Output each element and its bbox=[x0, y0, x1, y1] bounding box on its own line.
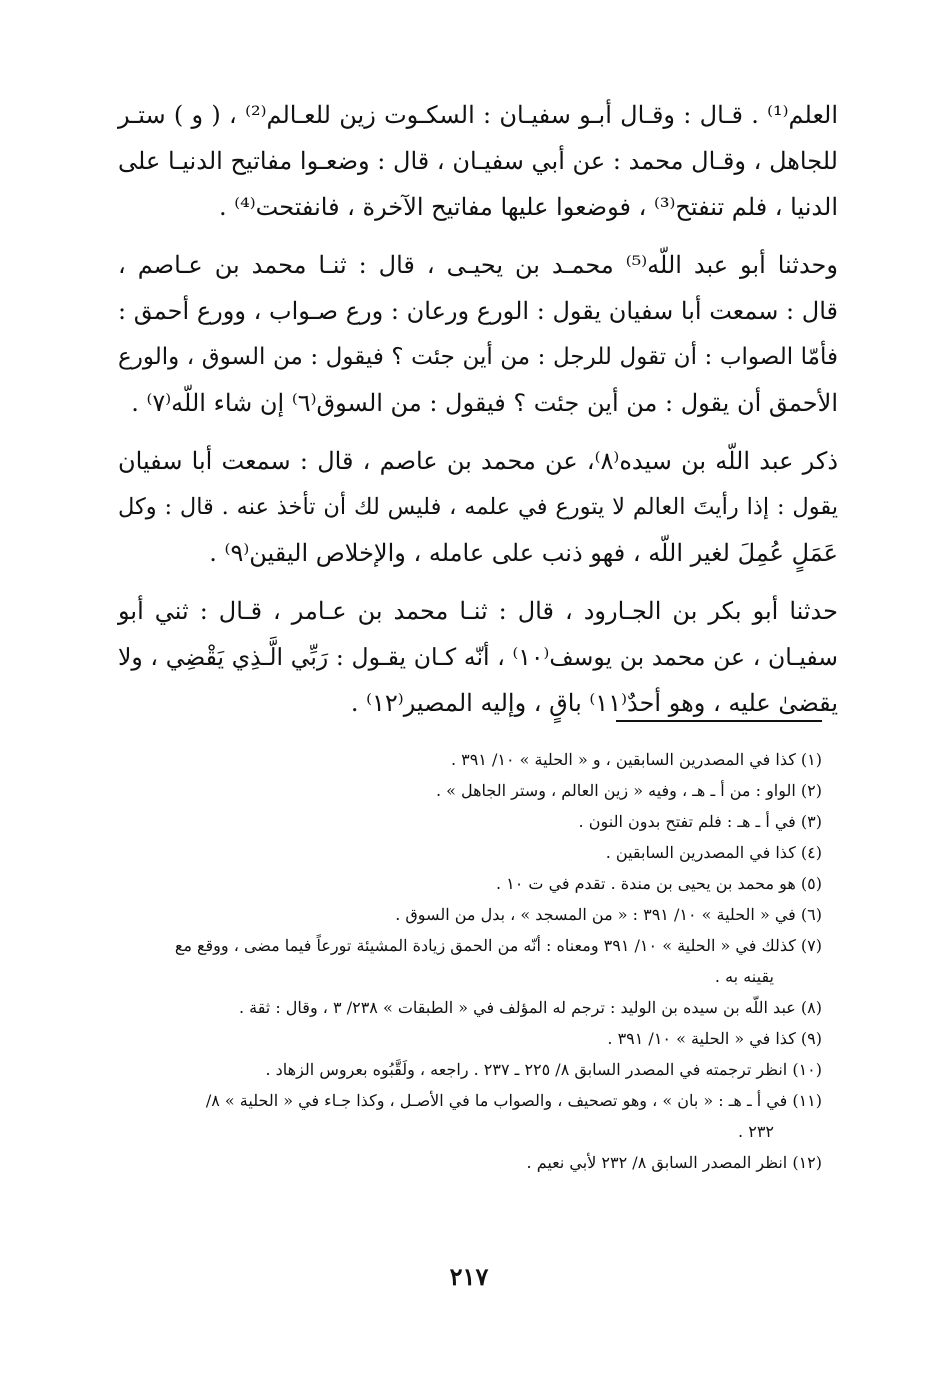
footnote: (١٠) انظر ترجمته في المصدر السابق ٨/ ٢٢٥ ـ ٢٣٧ . راجعه ، ولَقَّبُوه بعروس الزهاد . bbox=[265, 1060, 822, 1079]
paragraph-4 bbox=[118, 588, 838, 726]
footnote: (٥) هو محمد بن يحيى بن مندة . تقدم في ت ١٠ . bbox=[495, 874, 822, 893]
text-line: للجاهل ، وقـال محمد : عن أبي سفيـان ، قال : وضعـوا مفاتيح الدنيـا على bbox=[118, 147, 838, 175]
paragraph-1 bbox=[118, 92, 838, 230]
text-line: ذكر عبد اللّه بن سيده⁽٨⁾، عن محمد بن عاصم ، قال : سمعت أبا سفيان bbox=[118, 447, 839, 475]
text-line: سفيـان ، عن محمد بن يوسف⁽١٠⁾ ، أنّه كـان يقـول : رَبِّي الَّـذِي يَقْضِي ، ولا bbox=[118, 643, 838, 671]
text-line: حدثنا أبو بكر بن الجـارود ، قال : ثنـا محمد بن عـامر ، قـال : ثني أبو bbox=[118, 597, 838, 625]
paragraph-3 bbox=[118, 438, 838, 576]
main-text bbox=[118, 92, 838, 738]
footnote: (١) كذا في المصدرين السابقين ، و « الحلية » ١٠/ ٣٩١ . bbox=[450, 750, 822, 769]
text-line: الأحمق أن يقول : من أين جئت ؟ فيقول : من السوق⁽٦⁾ إن شاء اللّه⁽٧⁾ . bbox=[131, 389, 838, 417]
text-line: فأمّا الصواب : أن تقول للرجل : من أين جئت ؟ فيقول : من السوق ، والورع bbox=[118, 344, 838, 370]
footnote: (١١) في أ ـ هـ : « بان » ، وهو تصحيف ، والصواب ما في الأصـل ، وكذا جـاء في « الحلية » ٨/ bbox=[205, 1091, 822, 1110]
footnote: (١٢) انظر المصدر السابق ٨/ ٢٣٢ لأبي نعيم . bbox=[526, 1153, 822, 1172]
footnote-continuation: يقينه به . bbox=[714, 967, 774, 986]
page-number: ٢١٧ bbox=[449, 1262, 489, 1291]
text-line: عَمَلٍ عُمِلَ لغير اللّه ، فهو ذنب على عامله ، والإخلاص اليقين⁽٩⁾ . bbox=[209, 539, 838, 567]
footnote: (٣) في أ ـ هـ : فلم تفتح بدون النون . bbox=[578, 812, 822, 831]
text-line: يقول : إذا رأيتَ العالم لا يتورع في علمه ، فليس لك أن تأخذ عنه . قال : وكل bbox=[118, 494, 838, 520]
text-line: وحدثنا أبو عبد اللّه⁽⁵⁾ محمـد بن يحيـى ، قال : ثنـا محمد بن عـاصم ، bbox=[118, 251, 838, 279]
footnote: (٩) كذا في « الحلية » ١٠/ ٣٩١ . bbox=[607, 1029, 822, 1048]
text-line: الدنيا ، فلم تنفتح⁽³⁾ ، فوضعوا عليها مفاتيح الآخرة ، فانفتحت⁽⁴⁾ . bbox=[218, 193, 838, 221]
footnotes bbox=[118, 744, 822, 1178]
footnote: (٦) في « الحلية » ١٠/ ٣٩١ : « من المسجد » ، بدل من السوق . bbox=[395, 905, 822, 924]
footnote: (٤) كذا في المصدرين السابقين . bbox=[605, 843, 822, 862]
footnote-continuation: ٢٣٢ . bbox=[738, 1122, 774, 1141]
footnote: (٧) كذلك في « الحلية » ١٠/ ٣٩١ ومعناه : أنّه من الحمق زيادة المشيئة تورعاً فيما مضى ، ووقع مع bbox=[174, 936, 822, 955]
text-line: قال : سمعت أبا سفيان يقول : الورع ورعان : ورع صـواب ، وورع أحمق : bbox=[118, 297, 838, 325]
text-line: يقضىٰ عليه ، وهو أحدٌ⁽١١⁾ باقٍ ، وإليه المصير⁽١٢⁾ . bbox=[350, 689, 838, 717]
footnote: (٢) الواو : من أ ـ هـ ، وفيه « زين العالم ، وستر الجاهل » . bbox=[435, 781, 822, 800]
footnote: (٨) عبد اللّه بن سيده بن الوليد : ترجم له المؤلف في « الطبقات » ٢٣٨/ ٣ ، وقال : ثقة . bbox=[238, 998, 822, 1017]
text-line: العلم⁽¹⁾ . قـال : وقـال أبـو سفيـان : السكـوت زين للعـالم⁽²⁾ ، ( و ) ستـر bbox=[118, 101, 838, 129]
paragraph-2 bbox=[118, 242, 838, 426]
footnote-separator bbox=[616, 720, 822, 722]
